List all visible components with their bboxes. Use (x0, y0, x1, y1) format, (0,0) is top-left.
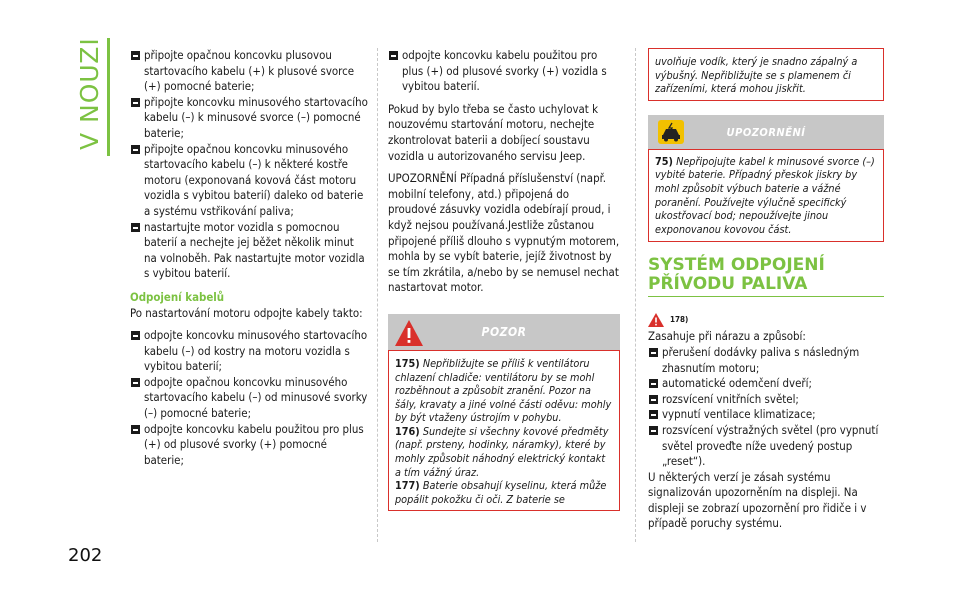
bullet-icon (131, 223, 140, 232)
bullet-icon (649, 426, 658, 435)
bullet-icon (131, 378, 140, 387)
page-number: 202 (68, 545, 103, 566)
bullet-icon (131, 331, 140, 340)
bullet-icon (649, 395, 658, 404)
warning-header (388, 314, 620, 350)
list-item: vypnutí ventilace klimatizace; (648, 407, 884, 423)
list-item: rozsvícení vnitřních světel; (648, 392, 884, 408)
paragraph: U některých verzí je zásah systému signalizován upozorněním na displeji. Na displeji se zobrazí upozornění pro řidiče i v případě poruchy systému. (648, 469, 867, 531)
side-tab-label: V NOUZI (75, 37, 104, 150)
subheading: Odpojení kabelů (130, 289, 225, 304)
list-item: připojte opačnou koncovku plusovou startovacího kabelu (+) k plusové svorce (+) pomocné baterie; (130, 48, 368, 95)
list-item: odpojte koncovku kabelu použitou pro plus (+) od plusové svorky (+) vozidla s vybitou baterií. (388, 48, 620, 95)
bullet-icon (649, 410, 658, 419)
list-item: odpojte koncovku kabelu použitou pro plus (+) od plusové svorky (+) pomocné baterie; (130, 422, 368, 469)
warning-item: 175) Nepřibližujte se příliš k ventilátoru chlazení chladiče: ventilátoru by se mohl rozběhnout a způsobit zranění. Pozor na šály, kravaty a jiné volné části oděvu: mohly by být vtaženy ústrojím v pohybu. (395, 356, 612, 425)
warning-triangle-icon (648, 313, 664, 327)
column-3 (648, 48, 884, 532)
bullet-icon (131, 145, 140, 154)
paragraph: UPOZORNĚNÍ Případná příslušenství (např. mobilní telefony, atd.) připojená do proudové zásuvky vozidla odebírají proud, i když nejsou používaná.Jestliže zůstanou připojené příliš dlouho s vypnutým motorem, mohla by se vybít baterie, jejíž životnost by se tím zkrátila, a/nebo by se nemusel nechat nastartovat motor. (388, 171, 620, 295)
note-box: 75) Nepřipojujte kabel k minusové svorce (–) vybité baterie. Případný přeskok jiskry by mohl způsobit výbuch baterie a vážné poranění. Používejte výlučně specifický ukostřovací bod; nepoužívejte jinou exponovanou kovovou část. (648, 149, 884, 243)
column-divider (635, 48, 636, 542)
column-1 (130, 48, 368, 468)
list-item: připojte koncovku minusového startovacího kabelu (–) k minusové svorce (–) pomocné baterie; (130, 95, 368, 142)
paragraph: Po nastartování motoru odpojte kabely takto: (130, 305, 363, 320)
reference-line (648, 307, 884, 327)
bullet-icon (389, 51, 398, 60)
list-item: nastartujte motor vozidla s pomocnou baterií a nechejte jej běžet několik minut na volnoběh. Pak nastartujte motor vozidla s vybitou baterií. (130, 220, 368, 282)
bullet-icon (131, 98, 140, 107)
bullet-icon (649, 379, 658, 388)
note-label: UPOZORNĚNÍ (726, 125, 806, 139)
list-item: odpojte opačnou koncovku minusového startovacího kabelu (–) od minusové svorky (–) pomocné baterie; (130, 375, 368, 422)
section-title: SYSTÉM ODPOJENÍ PŘÍVODU PALIVA (648, 255, 825, 295)
column-2 (388, 48, 620, 511)
warning-box (388, 350, 620, 512)
side-tab-rule (107, 38, 110, 156)
bullet-icon (131, 51, 140, 60)
list-item: připojte opačnou koncovku minusového startovacího kabelu (–) k některé kostře motoru (exponovaná kovová část motoru vozidla s vybitou baterií) daleko od baterie a systému vstřikování paliva; (130, 142, 368, 220)
note-header (648, 115, 884, 149)
column-divider (377, 48, 378, 542)
list-item: automatické odemčení dveří; (648, 376, 884, 392)
warning-box-continued: uvolňuje vodík, který je snadno zápalný a výbušný. Nepřibližujte se s plamenem či zařízeními, která mohou jiskřit. (648, 48, 884, 101)
list-item: odpojte koncovku minusového startovacího kabelu (–) od kostry na motoru vozidla s vybitou baterií; (130, 328, 368, 375)
bullet-icon (131, 425, 140, 434)
list-item: přerušení dodávky paliva s následným zhasnutím motoru; (648, 345, 884, 376)
warning-item: 177) Baterie obsahují kyselinu, která může popálit pokožku či oči. Z baterie se (395, 479, 607, 506)
list-item: rozsvícení výstražných světel (pro vypnutí světel proveďte níže uvedený postup „reset“). (648, 423, 884, 470)
warning-item: 176) Sundejte si všechny kovové předměty (např. prsteny, hodinky, náramky), které by mohly způsobit náhodný elektrický kontakt a tím vážný úraz. (395, 424, 609, 479)
reference-number: 178) (670, 314, 689, 324)
warning-label: POZOR (481, 324, 527, 339)
paragraph: Zasahuje při nárazu a způsobí: (648, 329, 806, 344)
section-rule (648, 296, 884, 297)
paragraph: Pokud by bylo třeba se často uchylovat k nouzovému startování motoru, nechejte zkontrolovat baterii a dobíjecí soustavu vozidla u autorizovaného servisu Jeep. (388, 101, 599, 163)
bullet-icon (649, 348, 658, 357)
